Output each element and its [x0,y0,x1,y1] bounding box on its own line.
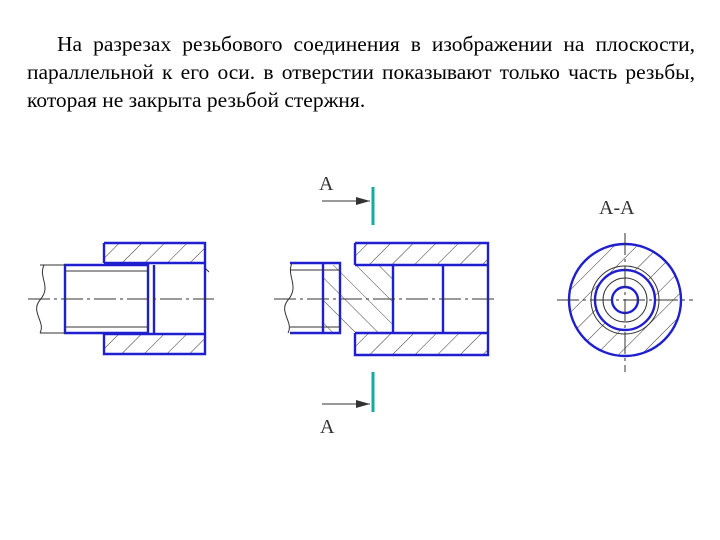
section-label-bottom: А [320,416,335,438]
section-label-top: А [319,173,334,195]
section-title: А-А [599,197,635,219]
view-section-connection [274,173,496,438]
hatch-top [104,243,205,263]
view-bolt-in-hole [28,243,214,354]
view-section-aa [557,197,693,372]
hatch-bottom [104,334,205,354]
description-paragraph: На разрезах резьбового соединения в изображении на плоскости, параллельной к его оси. в отверстии показывают только часть резьбы, которая не закрыта резьбой стержня. [27,32,695,112]
